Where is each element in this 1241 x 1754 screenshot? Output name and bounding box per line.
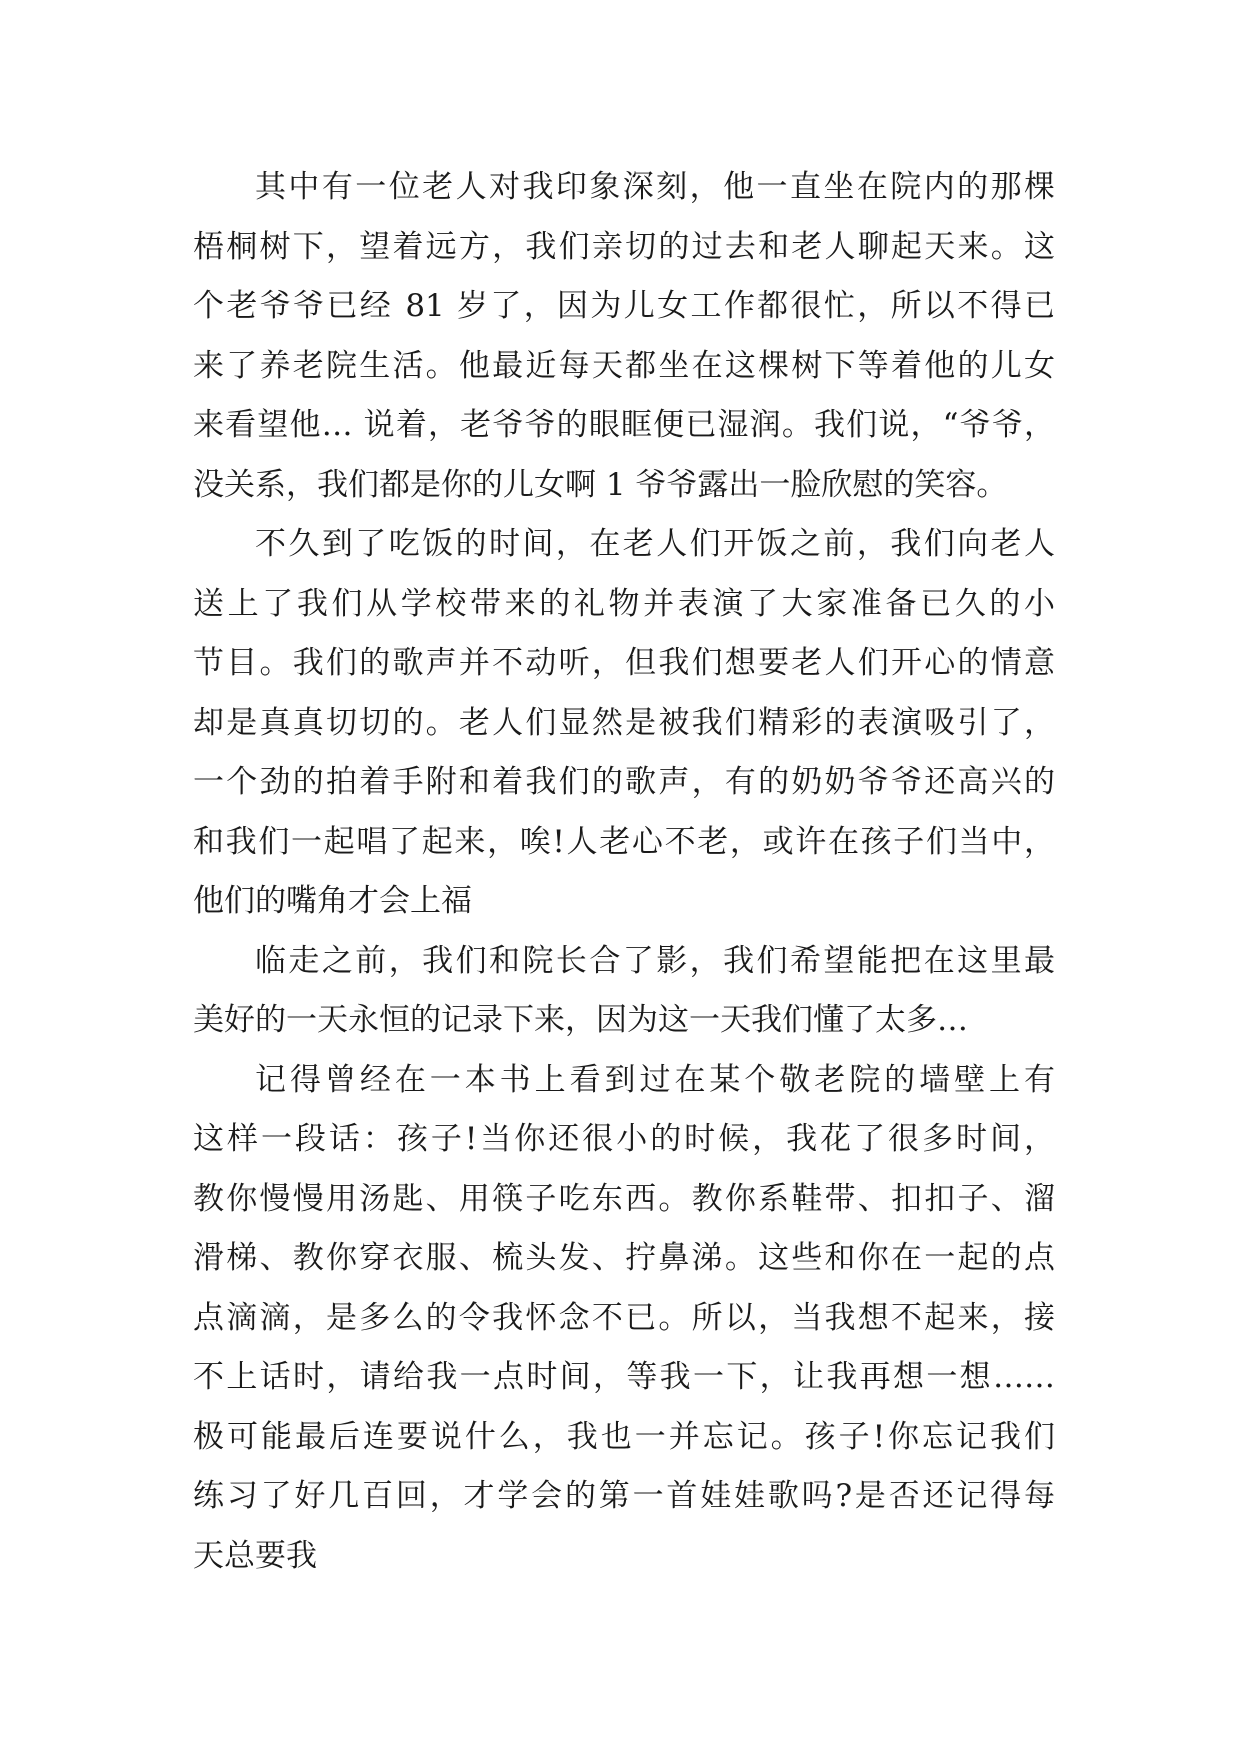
text-line: 点滴滴，是多么的令我怀念不已。所以，当我想不起来，接 [193, 1299, 1055, 1336]
text-line: 练习了好几百回，才学会的第一首娃娃歌吗?是否还记得每 [193, 1478, 1055, 1514]
text-line: 一个劲的拍着手附和着我们的歌声，有的奶奶爷爷还高兴的 [193, 764, 1055, 800]
text-line: 滑梯、教你穿衣服、梳头发、拧鼻涕。这些和你在一起的点 [193, 1240, 1055, 1276]
text-line: 教你慢慢用汤匙、用筷子吃东西。教你系鞋带、扣扣子、溜 [193, 1180, 1055, 1217]
text-line: 来了养老院生活。他最近每天都坐在这棵树下等着他的儿女 [193, 347, 1055, 384]
text-line: 临走之前，我们和院长合了影，我们希望能把在这里最 [255, 942, 1055, 979]
text-line: 天总要我 [193, 1537, 317, 1574]
paragraph [193, 158, 1055, 515]
text-line: 这样一段话：孩子!当你还很小的时候，我花了很多时间， [193, 1121, 1055, 1157]
text-line: 不上话时，请给我一点时间，等我一下，让我再想一想…… [193, 1359, 1055, 1395]
text-line: 梧桐树下，望着远方，我们亲切的过去和老人聊起天来。这 [193, 228, 1055, 265]
paragraph [193, 515, 1055, 932]
text-line: 没关系，我们都是你的儿女啊 1 爷爷露出一脸欣慰的笑容。 [193, 466, 1008, 503]
text-line: 来看望他… 说着，老爷爷的眼眶便已湿润。我们说，“爷爷， [193, 407, 1055, 443]
text-line: 却是真真切切的。老人们显然是被我们精彩的表演吸引了， [193, 704, 1055, 741]
body-text [193, 158, 1055, 1586]
text-line: 送上了我们从学校带来的礼物并表演了大家准备已久的小 [193, 585, 1055, 622]
text-line: 美好的一天永恒的记录下来，因为这一天我们懂了太多… [193, 1002, 968, 1038]
text-line: 他们的嘴角才会上福 [193, 883, 472, 919]
text-line: 记得曾经在一本书上看到过在某个敬老院的墙壁上有 [255, 1061, 1055, 1098]
text-line: 其中有一位老人对我印象深刻，他一直坐在院内的那棵 [255, 169, 1055, 205]
paragraph [193, 932, 1055, 1051]
text-line: 和我们一起唱了起来，唉!人老心不老，或许在孩子们当中， [193, 823, 1055, 860]
text-line: 节目。我们的歌声并不动听，但我们想要老人们开心的情意 [193, 645, 1055, 681]
text-line: 不久到了吃饭的时间，在老人们开饭之前，我们向老人 [255, 526, 1055, 562]
text-line: 个老爷爷已经 81 岁了，因为儿女工作都很忙，所以不得已 [193, 288, 1055, 324]
text-line: 极可能最后连要说什么，我也一并忘记。孩子!你忘记我们 [193, 1418, 1055, 1455]
paragraph [193, 1051, 1055, 1587]
